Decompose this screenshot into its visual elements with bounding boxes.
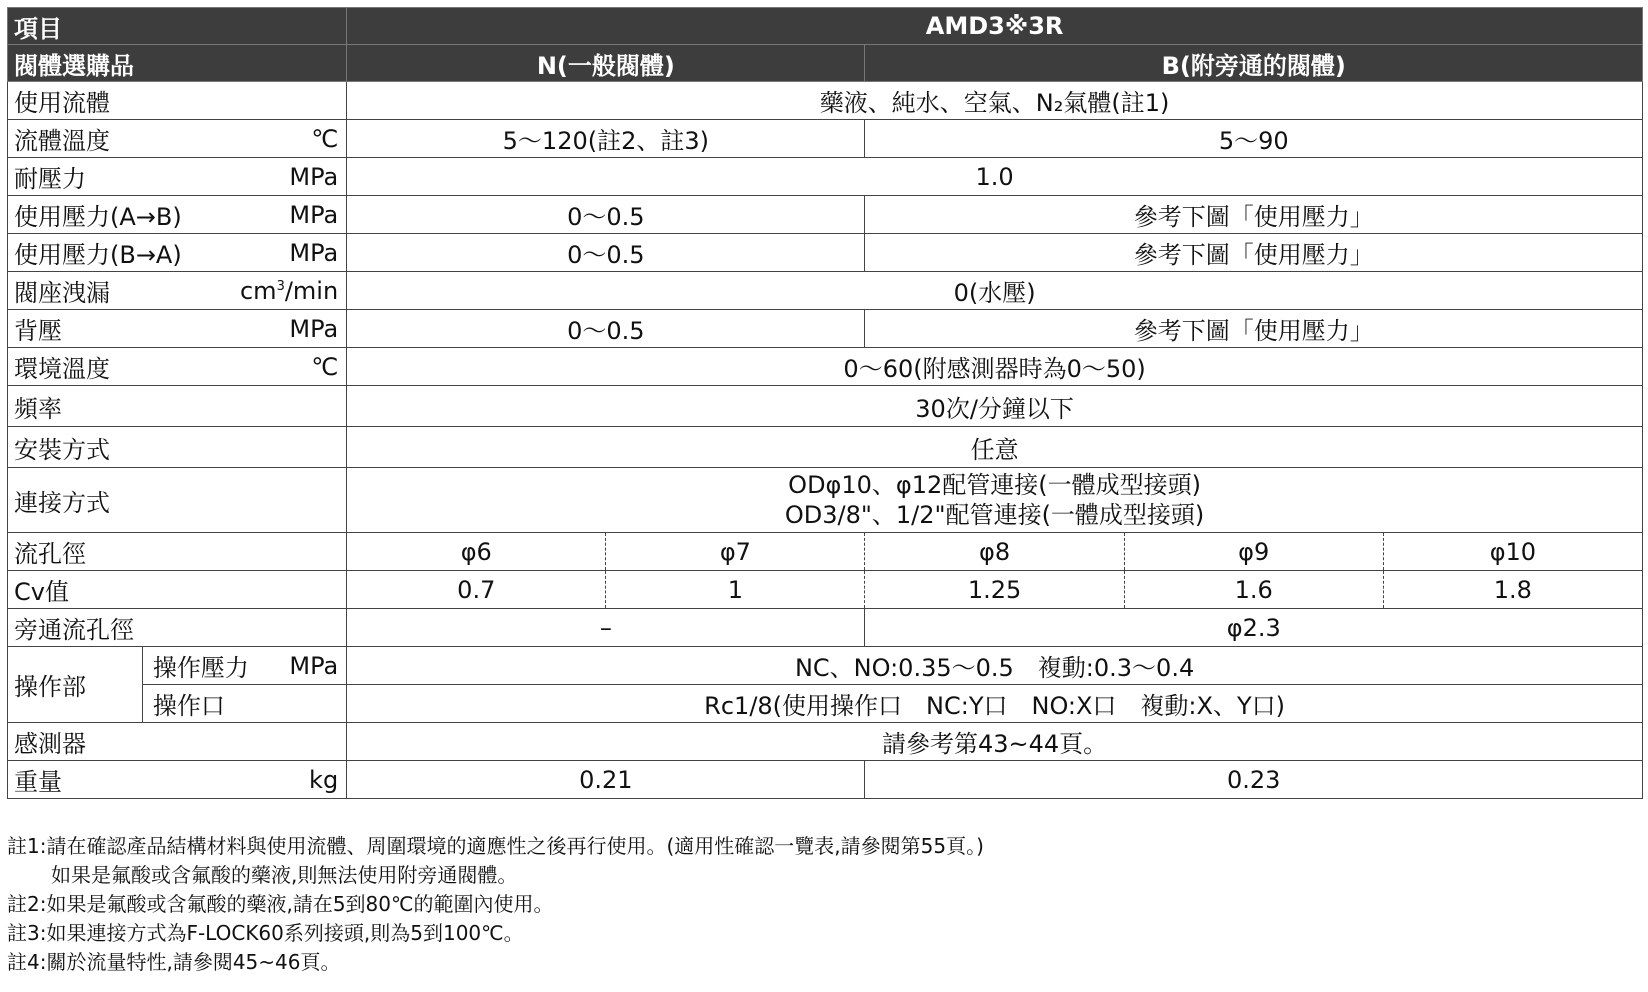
- cv-label: Cv值: [8, 571, 347, 609]
- cv-value: 1.25: [865, 571, 1124, 609]
- fluid-temp-b: 5～90: [865, 120, 1643, 158]
- connection-label: 連接方式: [8, 468, 347, 533]
- bypass-orifice-n: –: [347, 609, 865, 647]
- footnotes: [7, 832, 984, 977]
- spec-table: [7, 7, 1643, 799]
- orifice-label: 流孔徑: [8, 533, 347, 571]
- row-fluid-temp: [8, 120, 1643, 158]
- cv-value: 1.6: [1124, 571, 1383, 609]
- row-ambient-temp: [8, 348, 1643, 386]
- header-row-model: [8, 8, 1643, 45]
- row-frequency: [8, 386, 1643, 427]
- cv-value: 0.7: [347, 571, 606, 609]
- seat-leak-value: 0(水壓): [347, 272, 1643, 310]
- cv-value: 1.8: [1383, 571, 1642, 609]
- row-mounting: [8, 427, 1643, 468]
- row-operation-pressure: [8, 647, 1643, 685]
- back-pressure-unit: MPa: [289, 314, 339, 343]
- row-sensor: [8, 723, 1643, 761]
- option-b-header: B(附旁通的閥體): [865, 45, 1643, 82]
- cv-value: 1: [606, 571, 865, 609]
- back-pressure-n: 0～0.5: [347, 310, 865, 348]
- option-n-header: N(一般閥體): [347, 45, 865, 82]
- orifice-value: φ7: [606, 533, 865, 571]
- row-connection: [8, 468, 1643, 533]
- weight-unit: kg: [309, 765, 339, 794]
- row-proof-pressure: [8, 158, 1643, 196]
- row-back-pressure: [8, 310, 1643, 348]
- orifice-value: φ8: [865, 533, 1124, 571]
- row-cv: [8, 571, 1643, 609]
- footnote-1-continued: 如果是氟酸或含氟酸的藥液,則無法使用附旁通閥體。: [51, 863, 518, 887]
- weight-label: 重量 kg: [8, 761, 347, 799]
- footnote-4: 註4:關於流量特性,請參閱45~46頁。: [7, 950, 341, 974]
- operation-pressure-label: 操作壓力 MPa: [142, 647, 346, 685]
- operation-port-value: Rc1/8(使用操作口 NC:Y口 NO:X口 複動:X、Y口): [347, 685, 1643, 723]
- operation-label: 操作部: [8, 647, 143, 723]
- proof-pressure-label: 耐壓力 MPa: [8, 158, 347, 196]
- fluid-value: 藥液、純水、空氣、N₂氣體(註1): [347, 82, 1643, 120]
- operation-pressure-value: NC、NO:0.35～0.5 複動:0.3～0.4: [347, 647, 1643, 685]
- header-row-option: [8, 45, 1643, 82]
- pressure-ba-b: 參考下圖「使用壓力」: [865, 234, 1643, 272]
- back-pressure-b: 參考下圖「使用壓力」: [865, 310, 1643, 348]
- pressure-ab-unit: MPa: [289, 200, 339, 229]
- ambient-temp-unit: ℃: [311, 352, 339, 381]
- orifice-value: φ10: [1383, 533, 1642, 571]
- pressure-ba-label: 使用壓力(B→A) MPa: [8, 234, 347, 272]
- row-fluid: [8, 82, 1643, 120]
- seat-leak-unit: $cm^3/\min$: [239, 276, 339, 305]
- row-pressure-ba: [8, 234, 1643, 272]
- pressure-ab-label: 使用壓力(A→B) MPa: [8, 196, 347, 234]
- footnote-1: 註1:請在確認產品結構材料與使用流體、周圍環境的適應性之後再行使用。(適用性確認一覽表,請參閱第55頁。): [7, 834, 984, 858]
- weight-n: 0.21: [347, 761, 865, 799]
- mounting-label: 安裝方式: [8, 427, 347, 468]
- footnote-3: 註3:如果連接方式為F-LOCK60系列接頭,則為5到100℃。: [7, 921, 524, 945]
- frequency-value: 30次/分鐘以下: [347, 386, 1643, 427]
- item-header: 項目: [8, 8, 347, 45]
- orifice-value: φ6: [347, 533, 606, 571]
- operation-port-label: 操作口: [142, 685, 346, 723]
- proof-pressure-unit: MPa: [289, 162, 339, 191]
- connection-line-2: OD3/8"、1/2"配管連接(一體成型接頭): [784, 501, 1205, 529]
- proof-pressure-value: 1.0: [347, 158, 1643, 196]
- row-seat-leak: [8, 272, 1643, 310]
- row-pressure-ab: [8, 196, 1643, 234]
- mounting-value: 任意: [347, 427, 1643, 468]
- footnote-2: 註2:如果是氟酸或含氟酸的藥液,請在5到80℃的範圍內使用。: [7, 892, 554, 916]
- model-header: AMD3※3R: [347, 8, 1643, 45]
- row-orifice: [8, 533, 1643, 571]
- sensor-label: 感測器: [8, 723, 347, 761]
- bypass-orifice-label: 旁通流孔徑: [8, 609, 347, 647]
- row-operation-port: [8, 685, 1643, 723]
- operation-pressure-unit: MPa: [289, 651, 339, 680]
- back-pressure-label: 背壓 MPa: [8, 310, 347, 348]
- ambient-temp-value: 0～60(附感測器時為0～50): [347, 348, 1643, 386]
- connection-value: [347, 468, 1643, 533]
- frequency-label: 頻率: [8, 386, 347, 427]
- orifice-value: φ9: [1124, 533, 1383, 571]
- option-header: 閥體選購品: [8, 45, 347, 82]
- pressure-ba-n: 0～0.5: [347, 234, 865, 272]
- pressure-ab-b: 參考下圖「使用壓力」: [865, 196, 1643, 234]
- fluid-temp-unit: ℃: [311, 124, 339, 153]
- pressure-ba-unit: MPa: [289, 238, 339, 267]
- sensor-value: 請參考第43~44頁。: [347, 723, 1643, 761]
- row-bypass-orifice: [8, 609, 1643, 647]
- weight-b: 0.23: [865, 761, 1643, 799]
- connection-line-1: ODφ10、φ12配管連接(一體成型接頭): [788, 471, 1202, 499]
- fluid-label: 使用流體: [8, 82, 347, 120]
- bypass-orifice-b: φ2.3: [865, 609, 1643, 647]
- row-weight: [8, 761, 1643, 799]
- fluid-temp-label: 流體溫度 ℃: [8, 120, 347, 158]
- pressure-ab-n: 0～0.5: [347, 196, 865, 234]
- ambient-temp-label: 環境溫度 ℃: [8, 348, 347, 386]
- fluid-temp-n: 5～120(註2、註3): [347, 120, 865, 158]
- seat-leak-label: 閥座洩漏 $cm^3/\min$: [8, 272, 347, 310]
